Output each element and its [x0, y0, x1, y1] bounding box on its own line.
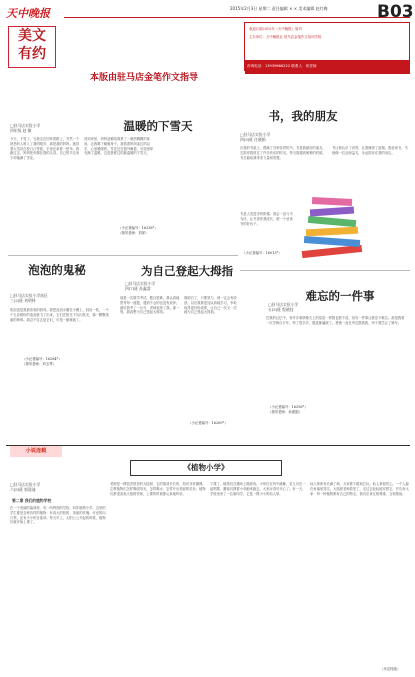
- panel-line-3: 咨询电话：13939666222 联系人：何老师: [247, 64, 317, 68]
- article-4-body-col2: 我明白了，只要努力，就一定会有收获。以后我要更加认真地学习，争取取得更好的成绩，让自己一次又一次地为自己竖起大拇指。: [184, 296, 237, 315]
- article-title-1: 温暖的下雪天: [123, 119, 193, 133]
- article-3-author: 三(2)班 刘明林: [10, 298, 36, 304]
- article-3-body: 吹泡泡是我最喜欢的游戏。我把泡泡水蘸在小圈上，轻轻一吹，一个个五彩缤纷的泡泡就飞了出来。它们在阳光下闪闪发光，像一颗颗美丽的珍珠。我忍不住去追它们，可是一碰就破了。: [10, 308, 109, 322]
- article-2-body-col1: 在我的书架上，摆满了各种各样的书。书是我最好的朋友，它陪伴我度过了许多快乐的时光。每当我遇到困难的时候，书总能给我带来力量和智慧。: [240, 146, 326, 160]
- section-title-line1: 美文: [18, 28, 46, 44]
- story-body-col3: 下课了，植物们在操场上做游戏。小草们在风中跳舞，花儿们在一起唱歌，蘑菇们撑着小伞跑来跑去。大家玩得可开心了。有一天，学校里来了一位新同学，它是一棵小小的仙人掌。: [210, 482, 306, 496]
- article-1-code: （小记者编号：16338*）: [118, 226, 158, 230]
- article-5-teacher: （指导老师：孙惠娟）: [268, 410, 302, 414]
- article-5-author: 五(5)班 程晓钰: [268, 307, 294, 313]
- page-banner: 本版由驻马店金笔作文指导: [90, 71, 245, 85]
- article-5-byline: [268, 302, 298, 312]
- newspaper-brand: 天中晚报: [6, 7, 50, 20]
- article-3-code: （小记者编号：16284*）: [22, 357, 62, 361]
- story-byline: [10, 482, 40, 492]
- article-title-2: 书，我的朋友: [268, 109, 338, 123]
- story-title: 《植物小学》: [130, 460, 282, 476]
- story-end-note: （未完待续）: [380, 667, 401, 671]
- article-3-school: □驻马店实验小学南区: [10, 293, 48, 298]
- article-1-school: □驻马店实验小学: [10, 123, 41, 128]
- article-2-footer: （小记者编号：16013*）: [242, 251, 282, 255]
- header-rule: [64, 17, 410, 18]
- article-4-byline: [125, 281, 155, 291]
- story-body-col1: 在一个美丽的森林里，有一所特别的学校，叫作植物小学。这里的学生都是各种各样的植物：有高大的松树、美丽的玫瑰、可爱的向日葵，还有小小的含羞草。每天早上，太阳公公升起的时候，植物们就开始上课了。: [10, 506, 106, 525]
- story-body-col2: 老师是一棵很老很老的大榕树，它的胡须长长的，知识非常渊博。它教植物们怎样吸收阳光，怎样喝水，怎样开出美丽的花朵。植物们都很喜欢大榕树老师，上课的时候都认真地听讲。: [110, 482, 206, 496]
- article-2-body-col2: 书让我认识了世界，让我懂得了道理。我爱读书，书就像一位良师益友，永远陪伴在我的身边。: [332, 146, 408, 155]
- article-2-body-col3: 书是人类进步的阶梯。我会一直与书为伴，让书香伴我成长，做一个爱读书的好孩子。: [240, 212, 293, 226]
- article-2-byline: [240, 132, 270, 142]
- article-1-body-col1: 今天，下雪了。当我走在回家的路上，突然一个熟悉的人映入了我的眼帘，那是我的妈妈。她冒着大雪站在校门口等我，手里还拿着一把伞。我跑过去，妈妈把伞撑在我的头顶，自己的半边身子却落满了雪花。: [10, 137, 80, 161]
- article-1-author: 四年级 赵 敏: [10, 128, 32, 134]
- article-1-footer: [118, 225, 158, 235]
- article-4-school: □驻马店实验小学: [125, 281, 156, 286]
- section-title-box: [8, 26, 56, 68]
- article-1-byline: [10, 123, 40, 133]
- story-author: 六(5)班 郭晨迪: [10, 487, 36, 493]
- article-title-3: 泡泡的鬼秘: [28, 263, 86, 277]
- article-3-teacher: （指导老师：刘玉琴）: [22, 362, 56, 366]
- page-number: B03: [377, 2, 414, 22]
- panel-red-strip: [244, 60, 410, 74]
- article-5-body: 在我的记忆中，有许多事情像天上的星星一样数也数不清，但有一件事让我至今难忘。那是我第一次学骑自行车，摔了很多次，膝盖都磕破了。爸爸一直在旁边鼓励我，终于我学会了骑车。: [266, 316, 405, 325]
- article-5-school: □驻马店实验小学: [268, 302, 299, 307]
- date-line: 2015年2月3日 星期二 责任编辑 × × 美术编辑 赵红梅: [230, 6, 328, 11]
- books-illustration: [296, 192, 370, 272]
- story-school: □驻马店实验小学: [10, 482, 41, 487]
- article-3-byline: [10, 293, 48, 303]
- article-title-4: 为自己登起大拇指: [141, 264, 233, 278]
- article-2-school: □驻马店实验小学: [240, 132, 271, 137]
- article-1-body-col2: 回到家里，妈妈赶紧给我煮了一碗热腾腾的姜汤，让我喝下暖暖身子。我看着妈妈冻红的双手，心里暖暖的。雪花还在窗外飘着，可屋里却充满了温暖，这是我度过的最温暖的下雪天。: [84, 137, 154, 156]
- article-2-author: 四(3)班 任晓娟: [240, 137, 266, 143]
- article-5-code: （小记者编号：16356*）: [268, 405, 308, 409]
- story-section-tag: 小说连载: [10, 446, 62, 457]
- article-5-footer: [268, 404, 308, 414]
- story-body-col4: 仙人掌浑身长满了刺，大家都不敢和它玩。仙人掌很伤心，一个人躲在角落里哭泣。大榕树老师看见了，走过去轻轻地安慰它，并告诉大家：每一种植物都有自己的特点，我们应该互相尊重，互相帮助。: [310, 482, 409, 496]
- article-title-5: 难忘的一件事: [305, 289, 375, 303]
- section-title-line2: 有约: [18, 46, 46, 62]
- article-4-body-col1: 那是一次数学考试，题目很难。我认真地思考每一道题，遇到不会的也没有放弃。最后我考了一百分，老师表扬了我。那一刻，我真想为自己竖起大拇指。: [120, 296, 180, 315]
- article-4-author: 四(7)班 苏鑫睿: [125, 286, 151, 292]
- panel-line-2: 主办单位：天中晚报社 驻马店金笔作文培训学校: [249, 35, 322, 39]
- panel-line-1: 欢迎订阅2015年《天中晚报》周刊: [249, 27, 302, 31]
- article-3-footer: [22, 356, 62, 366]
- story-section-rule: [6, 445, 410, 446]
- subscription-panel: [244, 22, 410, 62]
- article-1-teacher: （指导老师：刘萍）: [118, 231, 149, 235]
- story-chapter: 第二章 我们的植物学校: [12, 498, 52, 503]
- article-4-footer: （小记者编号：16269*）: [188, 421, 228, 425]
